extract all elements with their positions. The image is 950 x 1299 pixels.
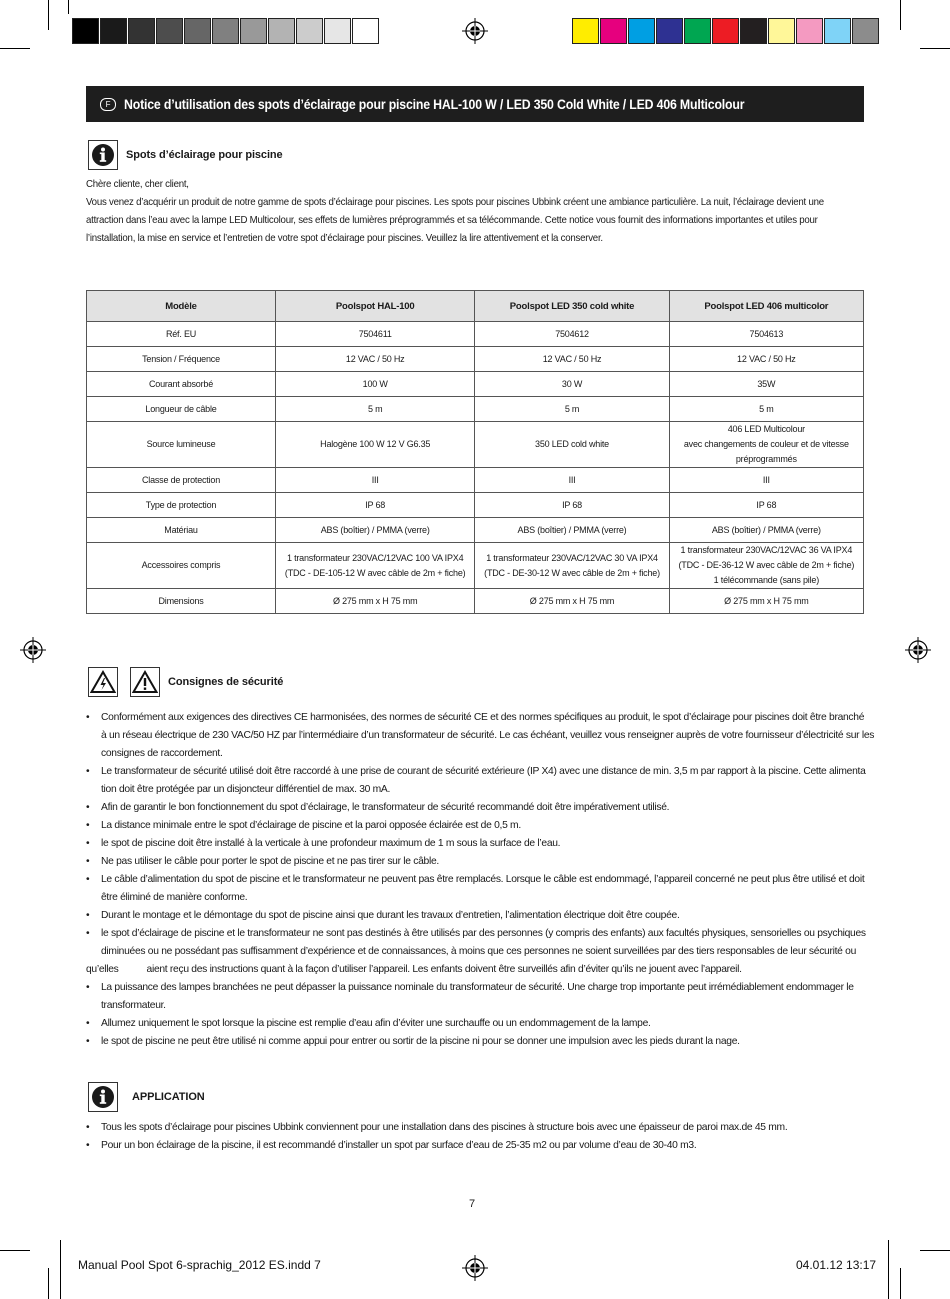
table-cell: ABS (boîtier) / PMMA (verre): [475, 518, 669, 543]
table-cell: 5 m: [475, 397, 669, 422]
table-cell: 30 W: [475, 372, 669, 397]
table-cell: 35W: [669, 372, 863, 397]
crop-mark: [48, 1268, 49, 1299]
bullet: •: [86, 1036, 90, 1047]
table-row: [87, 589, 864, 614]
bullet: •: [86, 1140, 90, 1151]
table-cell: 1 transformateur 230VAC/12VAC 36 VA IPX4 (TDC - DE-36-12 W avec câble de 2m + fiche) 1 télécommande (sans pile): [669, 543, 863, 589]
color-swatch: [212, 18, 239, 44]
list-item: [86, 925, 876, 961]
application-bullet-list: [86, 1119, 876, 1155]
color-swatch: [740, 18, 767, 44]
table-row-label: Réf. EU: [87, 322, 276, 347]
list-item-text: tion doit être protégée par un disjoncteur différentiel de max. 30 mA.: [101, 784, 391, 795]
color-swatch: [656, 18, 683, 44]
page-header: [86, 86, 864, 122]
table-row-label: Courant absorbé: [87, 372, 276, 397]
table-cell: 7504611: [276, 322, 475, 347]
list-item-text: La puissance des lampes branchées ne peut dépasser la puissance nominale du transformateur de sécurité. Une charge trop importante peut irrémédiablement endommager le: [101, 982, 854, 993]
table-cell: 350 LED cold white: [475, 422, 669, 468]
table-header-row: [87, 291, 864, 322]
table-cell: Ø 275 mm x H 75 mm: [475, 589, 669, 614]
intro-section-heading: [88, 140, 283, 170]
list-item: [86, 1137, 876, 1155]
color-swatch: [768, 18, 795, 44]
bullet: •: [86, 838, 90, 849]
bullet: •: [86, 1122, 90, 1133]
table-row: [87, 322, 864, 347]
table-cell: 100 W: [276, 372, 475, 397]
table-row-label: Longueur de câble: [87, 397, 276, 422]
table-cell: III: [669, 468, 863, 493]
bullet: •: [86, 712, 90, 723]
list-item: [86, 817, 876, 835]
intro-line: attraction dans l’eau avec la lampe LED Multicolour, ses effets de lumières préprogrammés et sa télécommande. Cette notice vous fournit des informations importantes et utiles pour: [86, 215, 818, 226]
list-item-text: Le transformateur de sécurité utilisé doit être raccordé à une prise de courant de sécurité extérieure (IP X4) avec une distance de min. 3,5 m par rapport à la piscine. Cette alimenta: [101, 766, 866, 777]
table-header-cell: Poolspot HAL-100: [276, 291, 475, 322]
color-swatch: [852, 18, 879, 44]
list-item-text: Durant le montage et le démontage du spot de piscine ainsi que durant les travaux d’entretien, l’alimentation électrique doit être coupée.: [101, 910, 680, 921]
table-row-label: Tension / Fréquence: [87, 347, 276, 372]
table-cell: III: [475, 468, 669, 493]
color-swatch: [824, 18, 851, 44]
table-row: [87, 347, 864, 372]
table-cell: 406 LED Multicolour avec changements de couleur et de vitesse préprogrammés: [669, 422, 863, 468]
list-item: [86, 1015, 876, 1033]
color-swatch: [184, 18, 211, 44]
color-swatch: [156, 18, 183, 44]
crop-mark: [888, 1240, 889, 1299]
table-header-cell: Poolspot LED 406 multicolor: [669, 291, 863, 322]
table-cell: 5 m: [276, 397, 475, 422]
list-item-text: le spot de piscine ne peut être utilisé ni comme appui pour entrer ou sortir de la piscine ni pour se donner une impulsion avec les pieds durant la nage.: [101, 1036, 740, 1047]
intro-line: l’installation, la mise en service et l’entretien de votre spot d’éclairage pour piscines. Veuillez la lire attentivement et la conserver.: [86, 233, 603, 244]
table-cell: 12 VAC / 50 Hz: [669, 347, 863, 372]
intro-line: Vous venez d’acquérir un produit de notre gamme de spots d’éclairage pour piscines. Les spots pour piscines Ubbink créent une ambiance particulière. La nuit, l’éclairage devient une: [86, 197, 824, 208]
registration-mark-icon: [462, 1255, 488, 1281]
registration-mark-icon: [905, 637, 931, 663]
table-row: [87, 543, 864, 589]
table-row-label: Type de protection: [87, 493, 276, 518]
bullet: •: [86, 766, 90, 777]
table-cell: 1 transformateur 230VAC/12VAC 100 VA IPX4 (TDC - DE-105-12 W avec câble de 2m + fiche): [276, 543, 475, 589]
table-cell: 1 transformateur 230VAC/12VAC 30 VA IPX4 (TDC - DE-30-12 W avec câble de 2m + fiche): [475, 543, 669, 589]
list-item-continuation: [86, 961, 876, 979]
page-title: Notice d’utilisation des spots d’éclairage pour piscine HAL-100 W / LED 350 Cold White / LED 406 Multicolour: [124, 96, 745, 112]
list-item: [86, 763, 876, 799]
list-item-text: Conformément aux exigences des directives CE harmonisées, des normes de sécurité CE et des normes spécifiques au produit, le spot d’éclairage pour piscines doit être branché: [101, 712, 865, 723]
crop-mark: [920, 1250, 950, 1251]
list-item: [86, 979, 876, 1015]
table-row-label: Dimensions: [87, 589, 276, 614]
table-cell: 12 VAC / 50 Hz: [475, 347, 669, 372]
color-swatch: [100, 18, 127, 44]
color-swatch: [712, 18, 739, 44]
intro-title: Spots d’éclairage pour piscine: [126, 149, 283, 161]
crop-mark: [48, 0, 49, 30]
table-cell: 5 m: [669, 397, 863, 422]
warning-icon: [130, 667, 160, 697]
table-cell: 7504612: [475, 322, 669, 347]
list-item-text: Afin de garantir le bon fonctionnement du spot d’éclairage, le transformateur de sécurité recommandé doit être impérativement utilisé.: [101, 802, 670, 813]
list-item-text: consignes de raccordement.: [101, 748, 223, 759]
table-cell: ABS (boîtier) / PMMA (verre): [276, 518, 475, 543]
bullet: •: [86, 802, 90, 813]
color-swatch: [128, 18, 155, 44]
crop-mark: [920, 48, 950, 49]
grayscale-calibration-bar: [72, 18, 380, 44]
color-swatch: [296, 18, 323, 44]
bullet: •: [86, 982, 90, 993]
table-header-cell: Poolspot LED 350 cold white: [475, 291, 669, 322]
table-cell: IP 68: [669, 493, 863, 518]
crop-mark: [0, 1250, 30, 1251]
info-icon: [88, 140, 118, 170]
list-item-text: Le câble d’alimentation du spot de piscine et le transformateur ne peuvent pas être remplacés. Lorsque le câble est endommagé, l’appareil concerné ne peut plus être utilisé et doit: [101, 874, 865, 885]
table-row: [87, 372, 864, 397]
application-section-heading: [88, 1082, 205, 1112]
registration-mark-icon: [462, 18, 488, 44]
crop-mark: [0, 48, 30, 49]
crop-mark: [900, 1268, 901, 1299]
list-item-text: La distance minimale entre le spot d’éclairage de piscine et la paroi opposée éclairée est de 0,5 m.: [101, 820, 521, 831]
table-row-label: Source lumineuse: [87, 422, 276, 468]
color-swatch: [240, 18, 267, 44]
color-swatch: [324, 18, 351, 44]
bullet: •: [86, 874, 90, 885]
intro-paragraph: [86, 176, 824, 248]
color-swatch: [628, 18, 655, 44]
color-swatch: [572, 18, 599, 44]
color-swatch: [72, 18, 99, 44]
table-cell: III: [276, 468, 475, 493]
color-swatch: [268, 18, 295, 44]
table-cell: IP 68: [276, 493, 475, 518]
bullet: •: [86, 910, 90, 921]
footer-file-info: Manual Pool Spot 6-sprachig_2012 ES.indd 7: [78, 1258, 321, 1272]
list-item: [86, 1119, 876, 1137]
intro-line: Chère cliente, cher client,: [86, 179, 189, 190]
list-item: [86, 799, 876, 817]
table-row: [87, 493, 864, 518]
table-row-label: Classe de protection: [87, 468, 276, 493]
table-row: [87, 468, 864, 493]
application-title: APPLICATION: [132, 1091, 205, 1103]
list-item: [86, 907, 876, 925]
registration-mark-icon: [20, 637, 46, 663]
list-item-text: Tous les spots d’éclairage pour piscines Ubbink conviennent pour une installation dans des piscines à structure bois avec une épaisseur de paroi max.de 45 mm.: [101, 1122, 788, 1133]
list-item-text: être éliminé de manière conforme.: [101, 892, 248, 903]
color-swatch: [684, 18, 711, 44]
page-number: 7: [469, 1198, 476, 1210]
safety-title: Consignes de sécurité: [168, 676, 284, 688]
footer-date: 04.01.12 13:17: [796, 1258, 877, 1272]
table-cell: ABS (boîtier) / PMMA (verre): [669, 518, 863, 543]
safety-bullet-list: [86, 709, 876, 1051]
table-cell: Halogène 100 W 12 V G6.35: [276, 422, 475, 468]
list-item-text: diminuées ou ne possédant pas suffisamment d’expérience et de connaissances, à moins que ces personnes ne soient surveillées par des tiers responsables de leur sécurité ou: [101, 946, 857, 957]
safety-section-heading: [88, 667, 283, 697]
bullet: •: [86, 856, 90, 867]
bullet: •: [86, 820, 90, 831]
table-header-cell: Modèle: [87, 291, 276, 322]
table-row: [87, 422, 864, 468]
color-calibration-bar: [572, 18, 880, 44]
list-item-text: le spot de piscine doit être installé à la verticale à une profondeur maximum de 1 m sous la surface de l’eau.: [101, 838, 561, 849]
list-item: [86, 709, 876, 763]
crop-mark: [900, 0, 901, 30]
info-icon: [88, 1082, 118, 1112]
list-item-text: à un réseau électrique de 230 VAC/50 HZ par l’intermédiaire d’un transformateur de sécurité. Le cas échéant, veuillez vous renseigner auprès de votre fournisseur d’électricité sur les: [101, 730, 875, 741]
list-item-text: Ne pas utiliser le câble pour porter le spot de piscine et ne pas tirer sur le câble.: [101, 856, 439, 867]
table-row-label: Matériau: [87, 518, 276, 543]
list-item: [86, 835, 876, 853]
table-cell: 7504613: [669, 322, 863, 347]
table-row: [87, 397, 864, 422]
list-item-text: transformateur.: [101, 1000, 166, 1011]
list-item: [86, 853, 876, 871]
list-item: [86, 1033, 876, 1051]
table-cell: Ø 275 mm x H 75 mm: [276, 589, 475, 614]
table-cell: IP 68: [475, 493, 669, 518]
list-item-text: qu’elles: [86, 964, 119, 975]
table-row-label: Accessoires compris: [87, 543, 276, 589]
list-item-text: Allumez uniquement le spot lorsque la piscine est remplie d’eau afin d’éviter une surchauffe ou un endommagement de la lampe.: [101, 1018, 651, 1029]
list-item-text: aient reçu des instructions quant à la façon d’utiliser l’appareil. Les enfants doivent être surveillés afin d’éviter qu’ils ne jouent avec l’appareil.: [146, 964, 742, 975]
table-cell: Ø 275 mm x H 75 mm: [669, 589, 863, 614]
list-item-text: Pour un bon éclairage de la piscine, il est recommandé d’installer un spot par surface d’eau de 25-35 m2 ou par volume d’eau de 30-40 m3.: [101, 1140, 697, 1151]
bullet: •: [86, 1018, 90, 1029]
table-row: [87, 518, 864, 543]
list-item: [86, 871, 876, 907]
specifications-table: [86, 290, 864, 614]
bullet: •: [86, 928, 90, 939]
crop-mark: [68, 0, 69, 14]
color-swatch: [796, 18, 823, 44]
list-item-text: le spot d’éclairage de piscine et le transformateur ne sont pas destinés à être utilisés par des personnes (y compris des enfants) aux facultés physiques, sensorielles ou psychiques: [101, 928, 866, 939]
table-cell: 12 VAC / 50 Hz: [276, 347, 475, 372]
electric-hazard-icon: [88, 667, 118, 697]
color-swatch: [600, 18, 627, 44]
crop-mark: [60, 1240, 61, 1299]
language-badge: F: [100, 98, 116, 111]
color-swatch: [352, 18, 379, 44]
